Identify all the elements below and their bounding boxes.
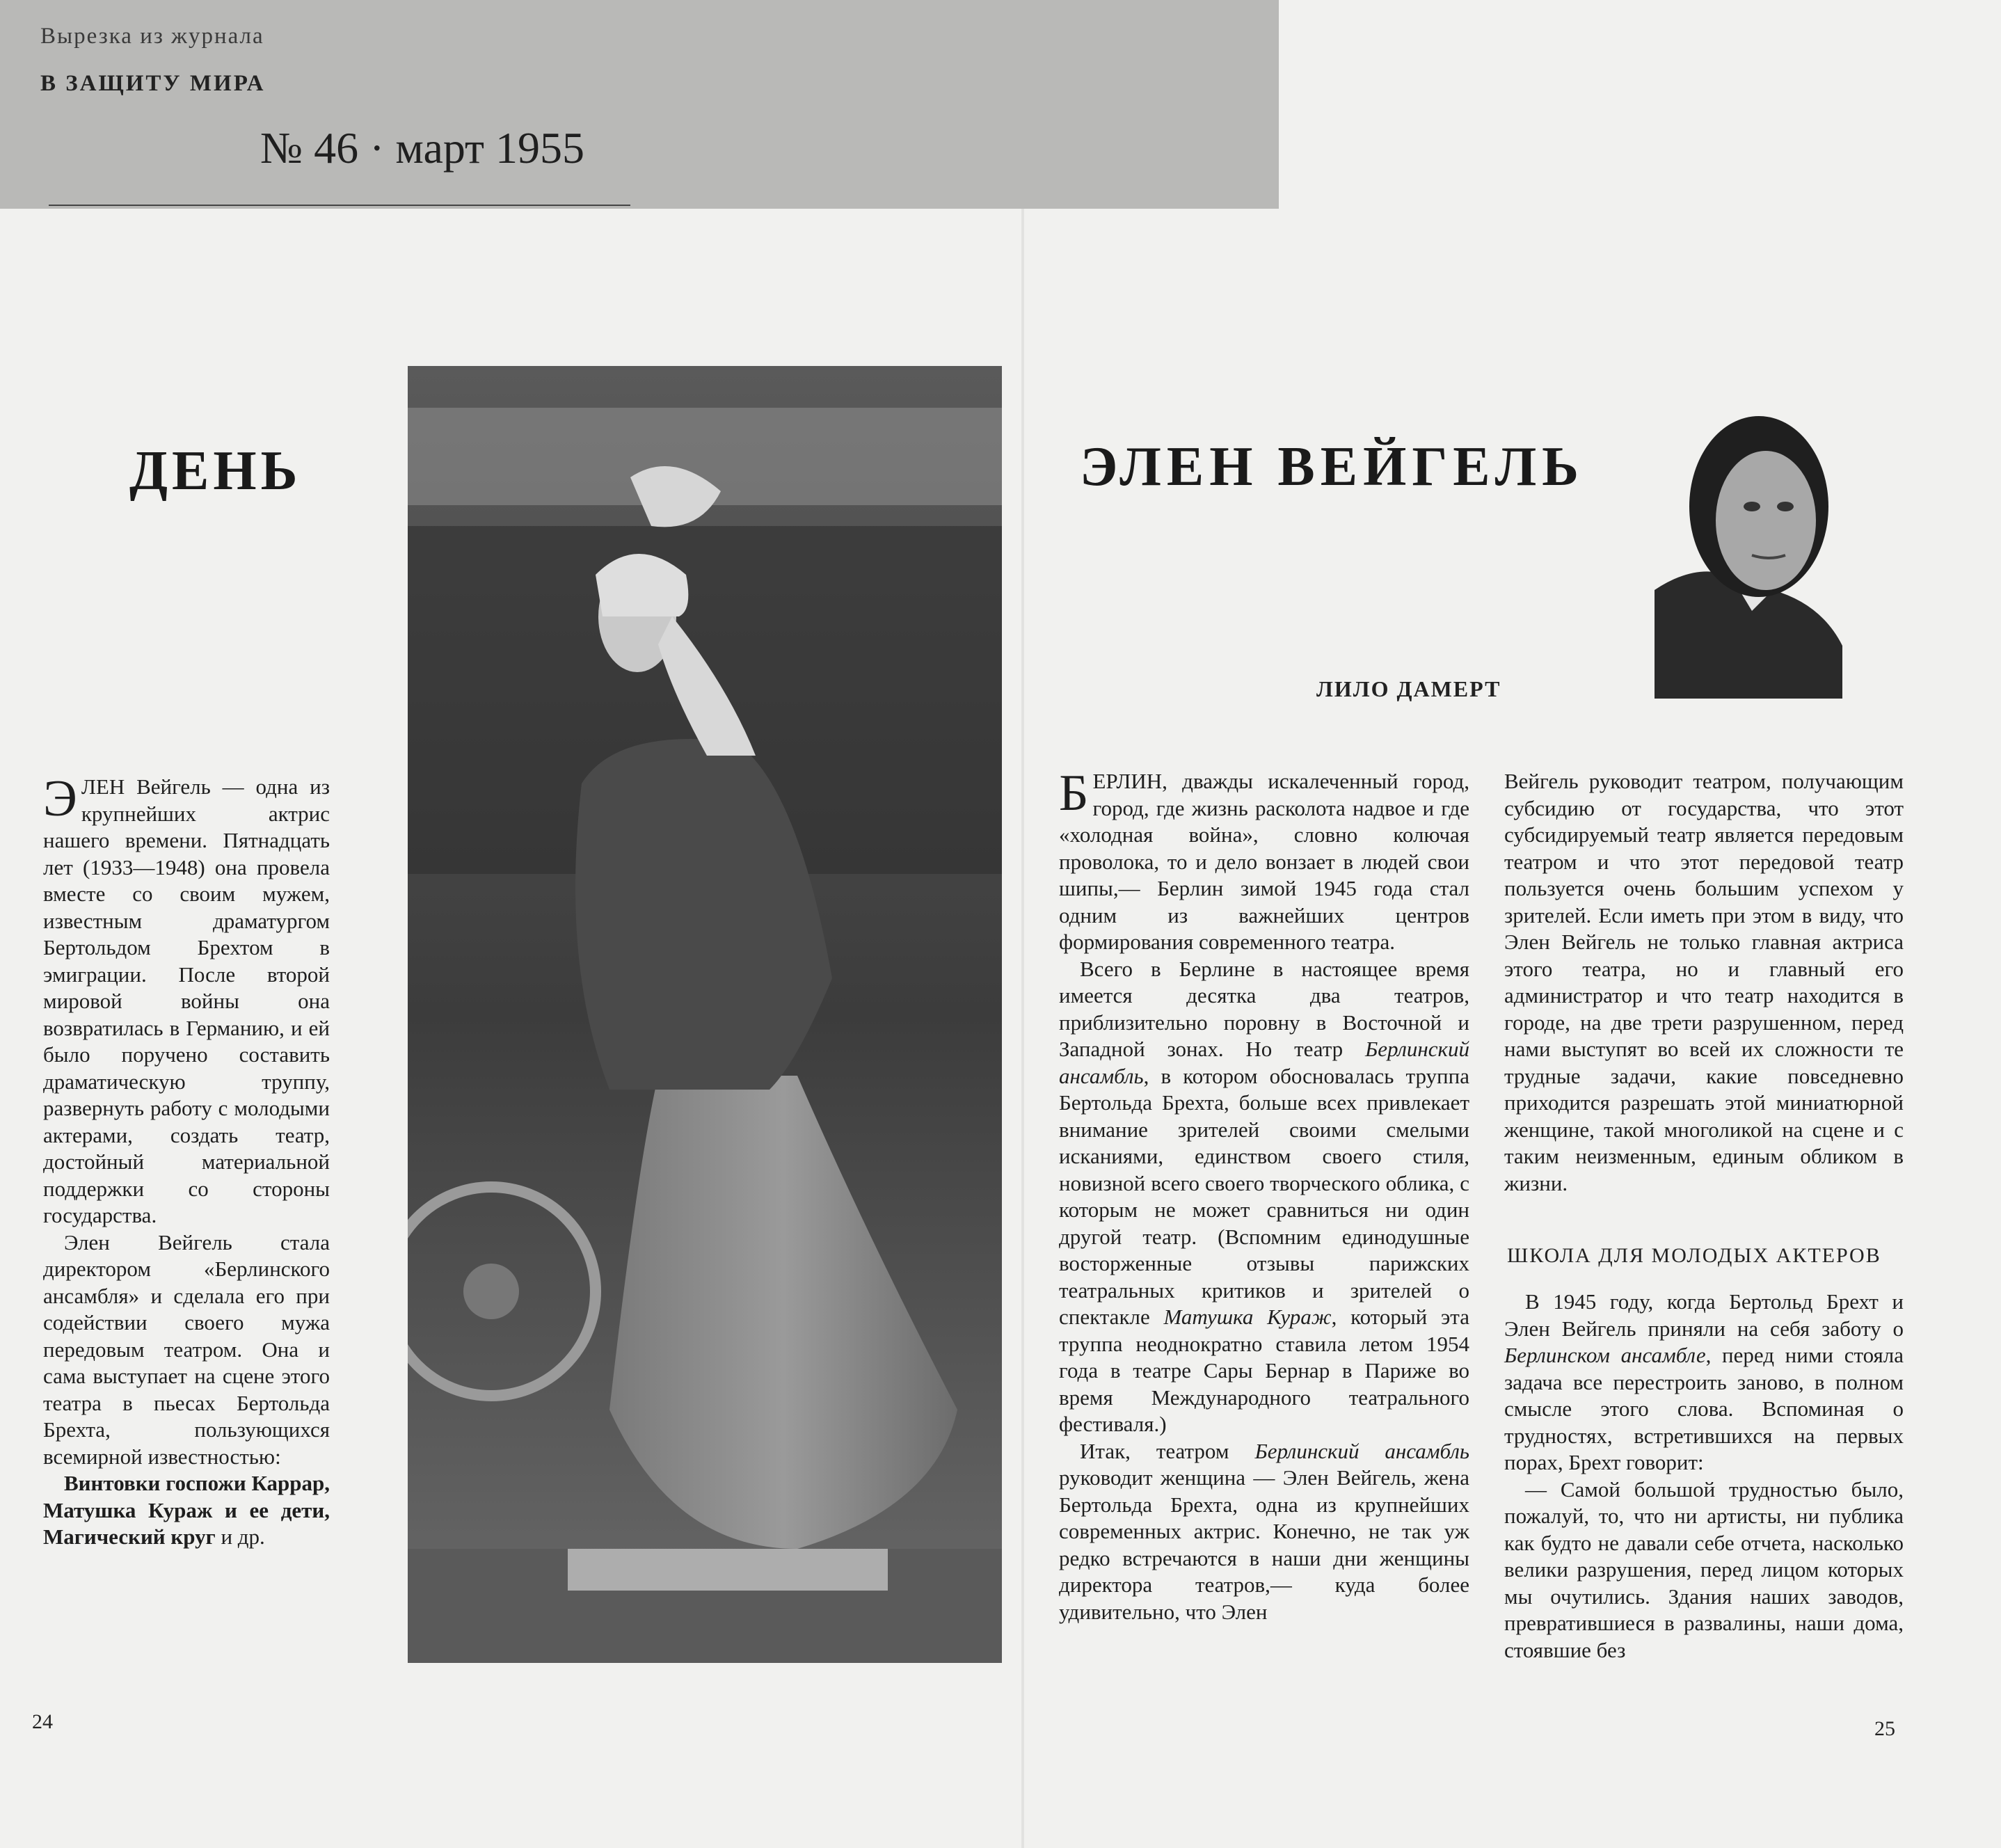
issue-date-handwritten: № 46 · март 1955 <box>260 123 584 173</box>
clipping-underline <box>49 205 630 206</box>
left-paragraph-1: ЭЛЕН Вейгель — одна из крупнейших актрис нашего времени. Пятнадцать лет (1933—1948) она провела вместе со своим мужем, известным драматургом Бертольдом Брехтом в эмиграции. После второй мировой войны она возвратилась в Германию, и ей было поручено составить драматическую труппу, развернуть работу с молодыми актерами, создать театр, достойный материальной поддержки со стороны государства. <box>43 770 330 1227</box>
works-list: Винтовки госпожи Каррар, Матушка Кураж и ее дети, Магический круг и др. <box>43 1471 330 1549</box>
actress-stage-photo <box>408 366 1002 1663</box>
drop-cap: Э <box>43 770 77 827</box>
page-number-right: 25 <box>1874 1717 1895 1740</box>
magazine-title: В ЗАЩИТУ МИРА <box>40 71 266 96</box>
article-column-1 <box>1059 765 1469 1625</box>
article-paragraph-6: — Самой большой трудностью было, пожалуй, то, что ни артисты, ни публика как будто не давали себе отчета, насколько велики разрушения, перед лицом которых мы очутились. Здания наших заводов, превратившиеся в развалины, наши дома, стоявшие без <box>1504 1476 1904 1662</box>
article-paragraph-3: Итак, театром Берлинский ансамбль руководит женщина — Элен Вейгель, жена Бертольда Брехта, одна из крупнейших современных актрис. Конечно, не так уж редко встречаются в наши дни женщины директора театров,— куда более удивительно, что Элен <box>1059 1438 1469 1624</box>
clipping-source-label: Вырезка из журнала <box>40 24 264 49</box>
article-paragraph-5: В 1945 году, когда Бертольд Брехт и Элен Вейгель приняли на себя заботу о Берлинском ансамбле, перед ними стояла задача все перестроить заново, в полном смысле этого слова. Вспоминая о трудностях, встретившихся на первых порах, Брехт говорит: <box>1504 1289 1904 1474</box>
portrait-photo <box>1655 381 1842 699</box>
clipping-label <box>0 0 1279 209</box>
left-page-heading: ДЕНЬ <box>129 440 302 502</box>
article-paragraph-1: БЕРЛИН, дважды искалеченный город, город, где жизнь расколота надвое и где «холодная война», словно колючая проволока, то и дело вонзает в людей свои шипы,— Берлин зимой 1945 года стал одним из важнейших центров формирования современного театра. <box>1059 765 1469 954</box>
article-paragraph-2: Всего в Берлине в настоящее время имеется десятка два театров, приблизительно поровну в Восточной и Западной зонах. Но театр Берлинский ансамбль, в котором обосновалась труппа Бертольда Брехта, больше всех привлекает внимание зрителей своими смелыми исканиями, единством своего стиля, новизной всего своего творческого облика, с которым не может сравниться ни один другой театр. (Вспомним единодушные восторженные отзывы парижских театральных критиков и зрителей о спектакле Матушка Кураж, который эта труппа неоднократно ставила летом 1954 года в театре Сары Бернар в Париже во время Международного театрального фестиваля.) <box>1059 956 1469 1436</box>
left-page-text <box>43 770 330 1551</box>
article-column-2-continued <box>1504 1289 1904 1664</box>
article-byline: ЛИЛО ДАМЕРТ <box>1316 676 1501 701</box>
article-paragraph-4: Вейгель руководит театром, получающим субсидию от государства, что этот субсидируемый театр является передовым театром и что этот передовой театр пользуется очень большим успехом у зрителей. Если иметь при этом в виду, что Элен Вейгель не только главная актриса этого театра, но и главный его администратор и что театр находится в городе, на две трети разрушенном, перед нами выступят во всей их сложности те трудные задачи, какие повседневно приходится разрешать этой миниатюрной женщине, такой многоликой на сцене и с таким неизменным, единым обликом в жизни. <box>1504 769 1904 1195</box>
article-column-2 <box>1504 768 1904 1197</box>
section-subheading: ШКОЛА ДЛЯ МОЛОДЫХ АКТЕРОВ <box>1507 1244 1881 1267</box>
page-fold <box>1021 209 1024 1848</box>
page-number-left: 24 <box>32 1710 53 1733</box>
article-title: ЭЛЕН ВЕЙГЕЛЬ <box>1080 436 1585 497</box>
drop-cap: Б <box>1059 765 1089 822</box>
left-paragraph-2: Элен Вейгель стала директором «Берлинского ансамбля» и сделала его при содействии своего мужа передовым театром. Она и сама выступает на сцене этого театра в пьесах Бертольда Брехта, пользующихся всемирной известностью: <box>43 1229 330 1469</box>
